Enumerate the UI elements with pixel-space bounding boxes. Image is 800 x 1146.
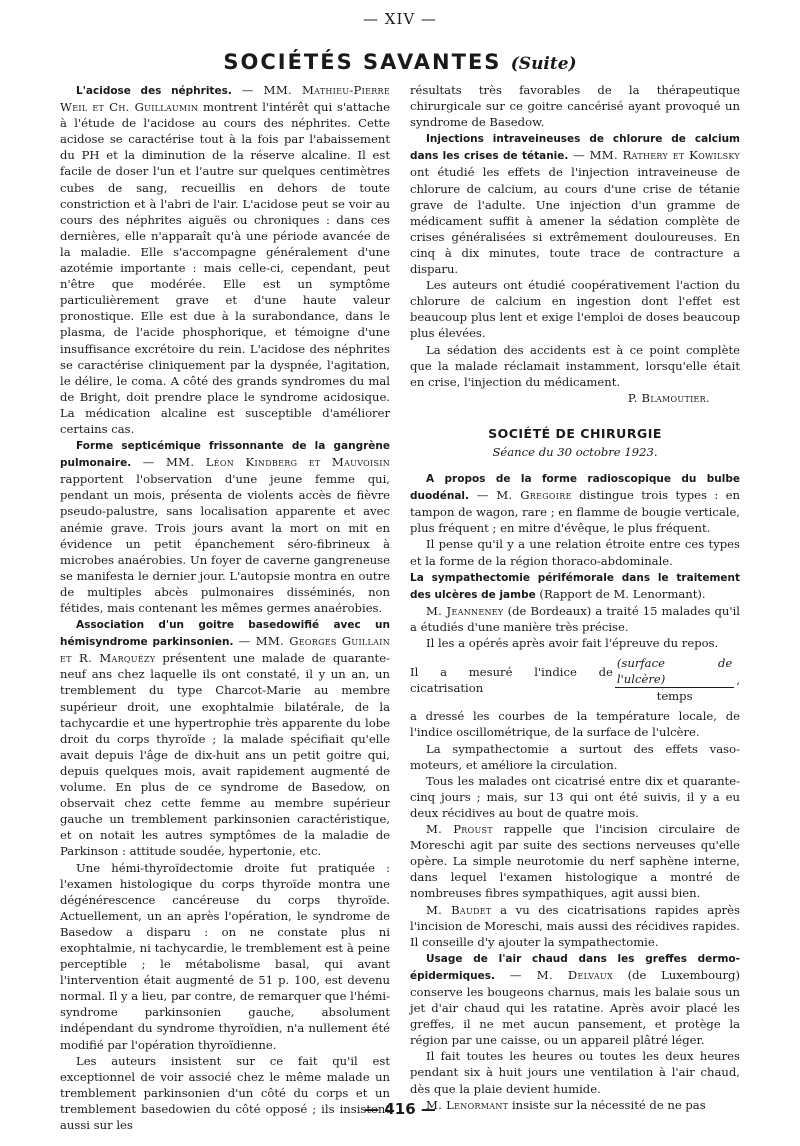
fraction [615, 655, 734, 704]
paragraph: Tous les malades ont cicatrisé entre dix et quarante-cinq jours ; mais, sur 13 qui ont été suivis, il y a eu deux récidives au bout de quatre mois. [410, 773, 740, 820]
formula-lead-text: Il a mesuré l'indice de cicatrisation [410, 664, 613, 695]
article-gangrene [60, 437, 390, 616]
article-sympathectomie [410, 569, 740, 603]
article-heading: L'acidose des néphrites. [76, 85, 232, 97]
article-heading: Forme septicémique frissonnante de la gangrène pulmonaire. [60, 440, 390, 470]
paragraph [410, 821, 740, 901]
article-text: distingue trois types : en tampon de wagon, rare ; en flamme de bougie verticale, plus fréquent ; en mitre d'évêque, le plus fréquent. [410, 488, 740, 536]
paragraph-text: insiste sur la nécessité de ne pas [508, 1097, 706, 1112]
paragraph [410, 902, 740, 950]
article-authors: — M. Gregoire [469, 488, 572, 503]
article-text: montrent l'intérêt qui s'attache à l'étude de l'acidose au cours des néphrites. Cette acidose se caractérise tout à la fois par l'abaissement du PH et la diminution de la réserve alcaline. Il est facile de doser l'un et l'autre sur quelques centimètres cubes de sang, recueillis en dehors de toute constriction et à l'abri de l'air. L'acidose peut se voir au cours des néphrites aiguës ou chroniques : dans ces dernières, elle n'apparaît qu'à une période avancée de la maladie. Elle s'accompagne généralement d'une azotémie importante : mais celle-ci, cependant, peut n'être que modérée. Elle est un symptôme particulièrement grave et d'une haute valeur pronostique. Elle est due à la surabondance, dans le plasma, de l'acide phosphorique, et témoigne d'une insuffisance excrétoire du rein. L'acidose des néphrites se caractérise cliniquement par la dyspnée, l'agitation, le délire, le coma. A côté des grands syndromes du mal de Bright, doit prendre place le syndrome acidosique. La médication alcaline est susceptible d'améliorer certains cas. [60, 100, 390, 436]
paragraph-text: rappelle que l'incision circulaire de Moreschi agit par suite des sections nerveuses qu'elle opère. La simple neurotomie du nerf saphène interne, dans lequel l'examen histologique a montré de nombreuses fibres sympathiques, agit aussi bien. [410, 822, 740, 901]
page-number: — 416 — [364, 1100, 436, 1118]
article-heading: A propos de la forme radioscopique du bulbe duodénal. [410, 473, 740, 503]
paragraph: La sédation des accidents est à ce point complète que la malade réclamait instamment, lorsqu'elle était en crise, l'injection du médicament. [410, 342, 740, 389]
session-date: Séance du 30 octobre 1923. [492, 444, 658, 459]
cicatrisation-formula [410, 655, 740, 704]
running-page-number: — XIV — [363, 10, 437, 28]
paragraph: La sympathectomie a surtout des effets vaso-moteurs, et améliore la circulation. [410, 741, 740, 772]
author-name: M. Proust [426, 822, 493, 837]
section-title: SOCIÉTÉ DE CHIRURGIE [488, 425, 662, 441]
article-text: (de Luxembourg) conserve les bougeons charnus, mais les balaie sous un jet d'air chaud qui les ratatine. Après avoir placé les greffes, il ne met aucun pansement, et protège la région par une caisse, ou un appareil plâtré léger. [410, 967, 741, 1048]
paragraph: Il les a opérés après avoir fait l'épreuve du repos. [426, 636, 719, 650]
fraction-numerator: (surface de l'ulcère) [615, 655, 734, 688]
article-text: présentent une malade de quarante-neuf ans chez laquelle ils ont constaté, il y un an, un tremblement du type Charcot-Marie au membre supérieur droit, une exophtalmie bilatérale, de la tachycardie et une hypertrophie très apparente du lobe droit du corps thyroïde ; la malade spécifiait qu'elle avait depuis l'âge de dix-huit ans un petit goitre qui, depuis quelques mois, avait rapidement augmenté de volume. En plus de ce syndrome de Basedow, on observait chez cette femme au membre supérieur gauche un tremblement parkinsonien caractéristique, et on notait les autres symptômes de la maladie de Parkinson : attitude soudée, hypertonie, etc. [60, 651, 390, 859]
paragraph-text: (de Bordeaux) a traité 15 malades qu'il a étudiés d'une manière très précise. [410, 603, 740, 634]
paragraph-text: a vu des cicatrisations rapides après l'incision de Moreschi, mais aussi des récidives rapides. Il conseille d'y ajouter la sympathectomie. [410, 902, 740, 949]
title-main: SOCIÉTÉS SAVANTES [223, 50, 502, 74]
author-name: M. Lenormant [426, 1097, 509, 1112]
article-text: ont étudié les effets de l'injection intraveineuse de chlorure de calcium, au cours d'une crise de tétanie grave de l'adulte. Une injection d'un gramme de médicament suffit à amener la sédation complète de crises généralisées si extrêmement douloureuses. En cinq à dix minutes, toute trace de contracture a disparu. [410, 165, 740, 277]
article-heading: La sympathectomie périfémorale dans le traitement des ulcères de jambe [410, 571, 740, 601]
paragraph: Les auteurs ont étudié coopérativement l'action du chlorure de calcium en ingestion dont l'effet est beaucoup plus lent et exige l'emploi de doses beaucoup plus élevées. [410, 278, 740, 341]
article-air-chaud [410, 950, 740, 1049]
formula-trailing: , [736, 672, 740, 687]
paragraph [410, 603, 740, 635]
article-bulbe [410, 470, 740, 536]
fraction-denominator: temps [656, 689, 693, 704]
page-title [0, 50, 800, 74]
article-acidose [60, 82, 390, 437]
article-tetanie [410, 130, 740, 277]
paragraph: Les auteurs insistent sur ce fait qu'il est exceptionnel de voir associé chez le même malade un tremblement parkinsonien d'un côté du corps et un tremblement basedowien du côté opposé ; ils insistent aussi sur les [60, 1053, 390, 1132]
paragraph: a dressé les courbes de la température locale, de l'indice oscillométrique, de la surface de l'ulcère. [410, 709, 740, 740]
article-authors: — MM. Rathery et Kowilsky [568, 148, 740, 163]
article-reference: (Rapport de M. Lenormant). [535, 586, 706, 601]
signature: P. Blamoutier. [627, 390, 710, 405]
article-heading: Usage de l'air chaud dans les greffes dermo-épidermiques. [410, 952, 740, 982]
right-column [410, 82, 740, 1113]
article-authors: — MM. Georges Guillain et R. Marquézy [60, 634, 390, 666]
left-column [60, 82, 390, 1133]
article-heading: Association d'un goitre basedowifié avec un hémisyndrome parkinsonien. [60, 619, 390, 649]
title-suite: (Suite) [510, 54, 577, 74]
article-goitre [60, 616, 390, 859]
paragraph: Il pense qu'il y a une relation étroite entre ces types et la forme de la région thoraco-abdominale. [410, 537, 740, 568]
article-heading: Injections intraveineuses de chlorure de calcium dans les crises de tétanie. [410, 133, 740, 163]
paragraph: Il fait toutes les heures ou toutes les deux heures pendant six à huit jours une ventilation à l'air chaud, dès que la plaie devient humide. [410, 1049, 740, 1096]
paragraph: Une hémi-thyroïdectomie droite fut pratiquée : l'examen histologique du corps thyroïde montra une dégénérescence cancéreuse du corps thyroïde. Actuellement, un an après l'opération, le syndrome de Basedow a disparu : on ne constate plus ni exophtalmie, ni tachycardie, le tremblement est à peine perceptible ; le métabolisme basal, qui avant l'intervention était augmenté de 51 p. 100, est devenu normal. Il y a lieu, par contre, de remarquer que l'hémi-syndrome parkinsonien gauche, absolument indépendant du syndrome thyroïdien, n'a nullement été modifié par l'opération thyroïdienne. [60, 860, 390, 1052]
paragraph-continued: résultats très favorables de la thérapeutique chirurgicale sur ce goitre cancérisé ayant provoqué un syndrome de Basedow. [410, 83, 740, 130]
article-authors: — MM. Mathieu-Pierre Weil et Ch. Guillaumin [60, 83, 391, 115]
article-authors: — MM. Léon Kindberg et Mauvoisin [131, 455, 390, 470]
article-authors: — M. Delvaux [494, 967, 613, 982]
author-name: M. Baudet [426, 902, 492, 917]
author-name: M. Jeanneney [426, 603, 504, 618]
article-text: rapportent l'observation d'une jeune femme qui, pendant un mois, présenta de violents accès de fièvre pseudo-palustre, sans localisation apparente et avec anémie grave. Trois jours avant la mort on mit en évidence un petit épanchement séro-fibrineux à microbes anaérobies. Un foyer de caverne gangreneuse se manifesta le dernier jour. L'autopsie montra en outre de multiples abcès pulmonaires disséminés, non fétides, mais contenant les mêmes germes anaérobies. [60, 472, 390, 615]
